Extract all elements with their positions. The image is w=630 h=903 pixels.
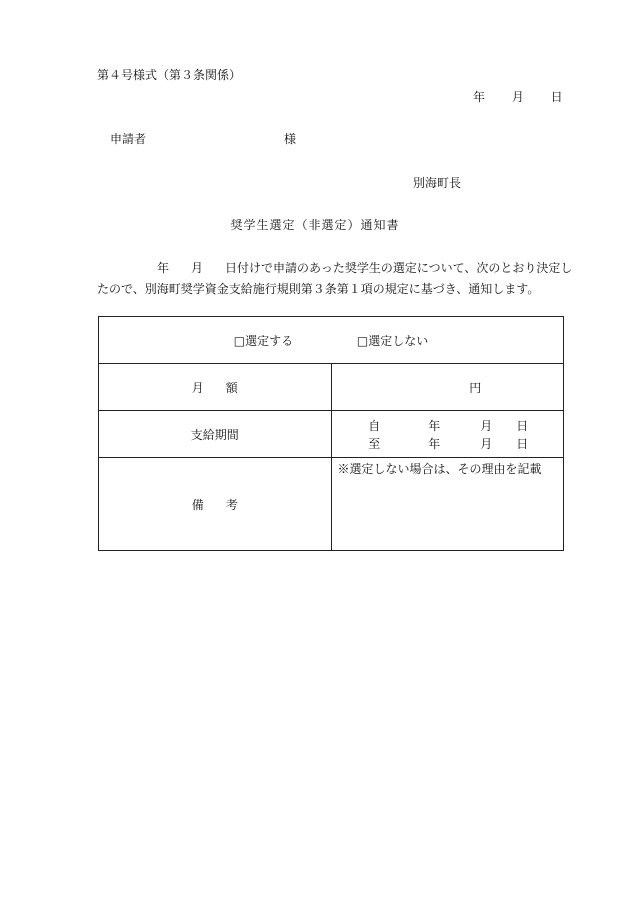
period-from-year: 年 <box>428 418 441 433</box>
document-title: 奨学生選定（非選定）通知書 <box>230 218 400 232</box>
notes-row <box>99 458 564 551</box>
notes-label-cell <box>99 458 332 551</box>
period-grid <box>352 417 564 452</box>
issuer-name: 別海町長 <box>413 176 462 190</box>
notes-label-1: 備 <box>191 497 204 512</box>
period-row <box>99 411 564 458</box>
decision-table <box>98 316 564 551</box>
form-number: 第４号様式（第３条関係） <box>97 68 242 82</box>
period-to-month: 月 <box>480 436 493 451</box>
decision-row <box>99 317 564 364</box>
decision-options-cell <box>99 317 564 364</box>
option-selected-checkbox[interactable]: □選定する <box>233 333 294 348</box>
date-line <box>473 88 563 105</box>
body-line-1 <box>97 258 573 279</box>
period-label: 支給期間 <box>190 427 239 442</box>
body-line1-text: 日付けで申請のあった奨学生の選定について、次のとおり決定し <box>225 261 573 275</box>
date-month: 月 <box>511 90 524 104</box>
body-text <box>97 258 573 300</box>
amount-row <box>99 364 564 411</box>
notes-label-2: 考 <box>225 497 238 512</box>
body-year: 年 <box>157 261 170 275</box>
date-day: 日 <box>550 90 563 104</box>
period-to: 至 <box>368 436 381 451</box>
amount-label-2: 額 <box>225 380 238 395</box>
amount-unit: 円 <box>469 380 482 395</box>
notes-text: ※選定しない場合は、その理由を記載 <box>337 462 542 476</box>
date-year: 年 <box>473 90 486 104</box>
amount-label-1: 月 <box>191 380 204 395</box>
period-from-day: 日 <box>516 418 529 433</box>
option-not-selected-checkbox[interactable]: □選定しない <box>356 333 429 348</box>
period-label-cell <box>99 411 332 458</box>
amount-label-cell <box>99 364 332 411</box>
amount-value-cell[interactable] <box>331 364 564 411</box>
body-month: 月 <box>191 261 204 275</box>
applicant-label: 申請者 <box>110 132 147 146</box>
period-from: 自 <box>368 418 381 433</box>
period-value-cell[interactable] <box>331 411 564 458</box>
body-line-2: たので、別海町奨学資金支給施行規則第３条第１項の規定に基づき、通知します。 <box>97 282 540 296</box>
notes-value-cell[interactable] <box>331 458 564 551</box>
period-to-year: 年 <box>428 436 441 451</box>
period-to-day: 日 <box>516 436 529 451</box>
period-from-month: 月 <box>480 418 493 433</box>
applicant-honorific: 様 <box>284 132 297 146</box>
